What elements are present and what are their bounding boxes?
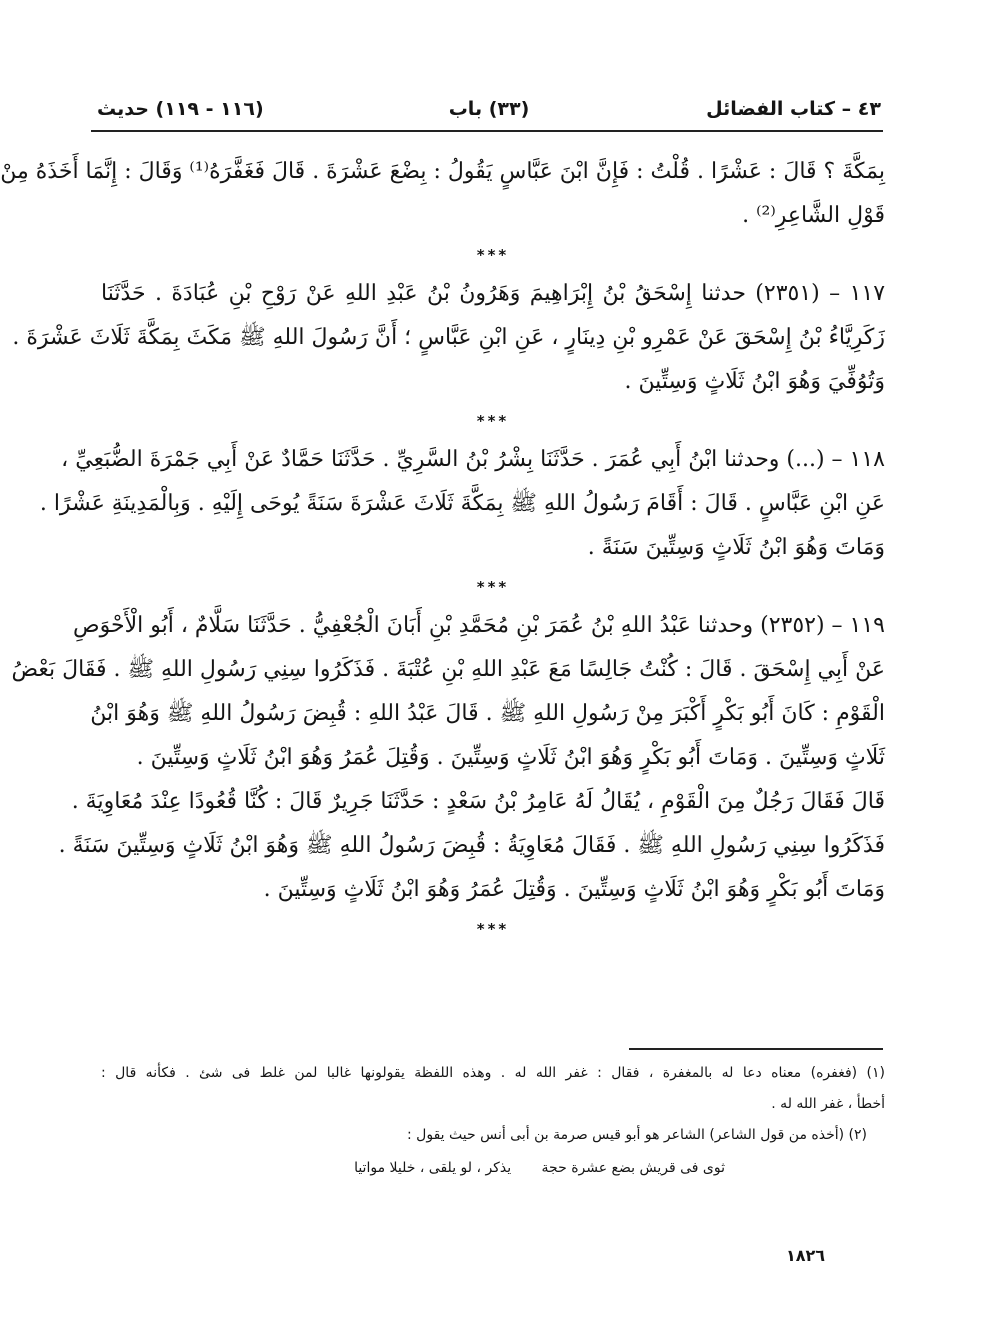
footnote-1: (١) (فغفره) معناه دعا له بالمغفرة ، فقال : غفر الله له . وهذه اللفظة يقولونها غالبا لمن غلط فى شئ . فكأنه قال : xyxy=(101,1065,885,1081)
hadith-range: (١١٦ - ١١٩) حديث xyxy=(97,98,264,120)
page-number: ١٨٢٦ xyxy=(785,1246,825,1265)
separator-stars: *** xyxy=(476,920,510,938)
text-line: فَذَكَرُوا سِنِي رَسُولِ اللهِ ﷺ . فَقَالَ مُعَاوِيَةُ : قُبِضَ رَسُولُ اللهِ ﷺ وَهُوَ ابْنُ ثَلَاثٍ وَسِتِّينَ سَنَةً . xyxy=(58,833,885,858)
hadith-119-continued xyxy=(58,780,885,912)
text-line: قَوْلِ الشَّاعِرِ⁽²⁾ . xyxy=(742,203,885,228)
header-rule xyxy=(91,130,883,132)
text-line: ثَلَاثٍ وَسِتِّينَ . وَمَاتَ أَبُو بَكْرٍ وَهُوَ ابْنُ ثَلَاثٍ وَسِتِّينَ . وَقُتِلَ عُمَرُ وَهُوَ ابْنُ ثَلَاثٍ وَسِتِّينَ . xyxy=(136,745,885,770)
text-line: ١١٩ – (٢٣٥٢) وحدثنا عَبْدُ اللهِ بْنُ عُمَرَ بْنِ مُحَمَّدِ بْنِ أَبَانَ الْجُعْفِيُّ . حَدَّثَنَا سَلَّامٌ ، أَبُو الْأَحْوَصِ xyxy=(73,613,885,638)
footnote-2: (٢) (أخذه من قول الشاعر) الشاعر هو أبو قيس صرمة بن أبى أنس حيث يقول : xyxy=(407,1127,867,1143)
paragraph-continuation xyxy=(0,150,885,238)
footnotes xyxy=(101,1058,885,1185)
text-line: الْقَوْمِ : كَانَ أَبُو بَكْرٍ أَكْبَرَ مِنْ رَسُولِ اللهِ ﷺ . قَالَ عَبْدُ اللهِ : قُبِضَ رَسُولُ اللهِ ﷺ وَهُوَ ابْنُ xyxy=(90,701,885,726)
separator-stars: *** xyxy=(476,246,510,264)
text-line: بِمَكَّةَ ؟ قَالَ : عَشْرًا . قُلْتُ : فَإِنَّ ابْنَ عَبَّاسٍ يَقُولُ : بِضْعَ عَشْرَةَ . قَالَ فَغَفَّرَهُ⁽¹⁾ وَقَالَ : إِنَّمَا أَخَذَهُ مِنْ xyxy=(0,159,885,184)
text-line: وَمَاتَ أَبُو بَكْرٍ وَهُوَ ابْنُ ثَلَاثٍ وَسِتِّينَ . وَقُتِلَ عُمَرُ وَهُوَ ابْنُ ثَلَاثٍ وَسِتِّينَ . xyxy=(263,877,885,902)
footnote-rule xyxy=(629,1048,883,1050)
book-title: ٤٣ – كتاب الفضائل xyxy=(706,98,881,120)
text-line: قَالَ فَقَالَ رَجُلٌ مِنَ الْقَوْمِ ، يُقَالُ لَهُ عَامِرُ بْنُ سَعْدٍ : حَدَّثَنَا جَرِيرٌ قَالَ : كُنَّا قُعُودًا عِنْدَ مُعَاوِيَةَ . xyxy=(71,789,885,814)
separator-stars: *** xyxy=(476,412,510,430)
verse-first-hemistich: ثوى فى قريش بضع عشرة حجة xyxy=(541,1160,725,1176)
poem-verse xyxy=(101,1151,725,1185)
text-line: عَنْ أَبِي إِسْحَقَ . قَالَ : كُنْتُ جَالِسًا مَعَ عَبْدِ اللهِ بْنِ عُتْبَةَ . فَذَكَرُوا سِنِي رَسُولِ اللهِ ﷺ . فَقَالَ بَعْضُ xyxy=(11,657,885,682)
text-line: ١١٧ – (٢٣٥١) حدثنا إِسْحَقُ بْنُ إِبْرَاهِيمَ وَهَرُونُ بْنُ عَبْدِ اللهِ عَنْ رَوْحِ بْنِ عُبَادَةَ . حَدَّثَنَا xyxy=(101,281,886,306)
footnote-1-continued: أخطأ ، غفر الله له . xyxy=(771,1096,885,1112)
text-line: وَتُوُفِّيَ وَهُوَ ابْنُ ثَلَاثٍ وَسِتِّينَ . xyxy=(624,369,885,394)
main-text xyxy=(0,150,886,946)
text-line: عَنِ ابْنِ عَبَّاسٍ . قَالَ : أَقَامَ رَسُولُ اللهِ ﷺ بِمَكَّةَ ثَلَاثَ عَشْرَةَ سَنَةً يُوحَى إِلَيْهِ . وَبِالْمَدِينَةِ عَشْرًا . xyxy=(39,491,885,516)
hadith-119 xyxy=(11,604,885,780)
chapter-label: (٣٣) باب xyxy=(448,98,530,120)
running-header xyxy=(97,98,881,130)
text-line: ١١٨ – (...) وحدثنا ابْنُ أَبِي عُمَرَ . حَدَّثَنَا بِشْرُ بْنُ السَّرِيِّ . حَدَّثَنَا حَمَّادٌ عَنْ أَبِي جَمْرَةَ الضُّبَعِيِّ ، xyxy=(61,447,885,472)
hadith-118 xyxy=(39,438,885,570)
separator-stars: *** xyxy=(476,578,510,596)
verse-second-hemistich: يذكر ، لو يلقى ، خليلا مواتيا xyxy=(354,1160,512,1176)
text-line: وَمَاتَ وَهُوَ ابْنُ ثَلَاثٍ وَسِتِّينَ سَنَةً . xyxy=(587,535,885,560)
text-line: زَكَرِيَّاءُ بْنُ إِسْحَقَ عَنْ عَمْرِو بْنِ دِينَارٍ ، عَنِ ابْنِ عَبَّاسٍ ؛ أَنَّ رَسُولَ اللهِ ﷺ مَكَثَ بِمَكَّةَ ثَلَاثَ عَشْرَةَ . xyxy=(12,325,885,350)
hadith-117 xyxy=(12,272,886,404)
